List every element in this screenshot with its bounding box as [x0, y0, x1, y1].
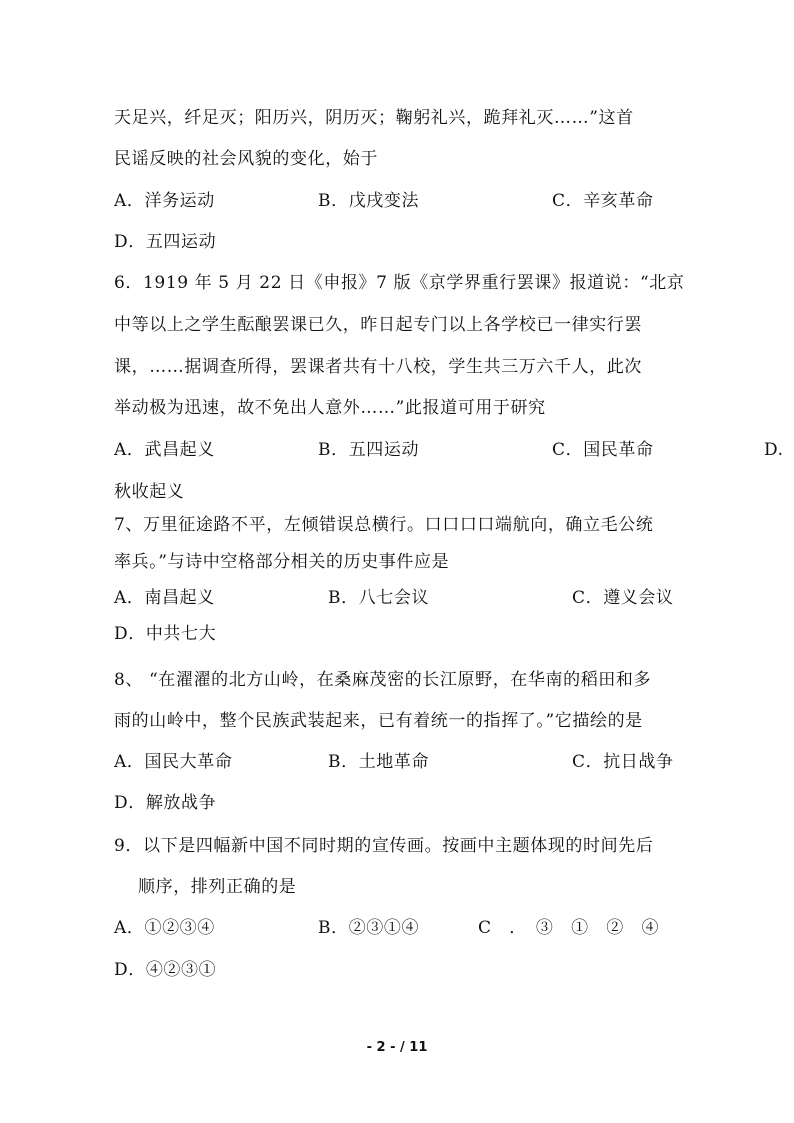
q5-stem-line-2: 民谣反映的社会风貌的变化，始于: [114, 149, 378, 169]
q8-stem-line-1: 8、 “在濯濯的北方山岭，在桑麻茂密的长江原野，在华南的稻田和多: [114, 670, 652, 690]
q5-option-d: D．五四运动: [114, 232, 217, 252]
page-number: - 2 - / 11: [366, 1040, 428, 1055]
q7-stem-line-1: 7、万里征途路不平，左倾错误总横行。口口口口端航向，确立毛公统: [114, 515, 654, 535]
q6-stem-line-3: 课，……据调查所得，罢课者共有十八校，学生共三万六千人，此次: [114, 357, 642, 377]
q8-option-a: A．国民大革命: [114, 752, 233, 772]
q8-option-d: D．解放战争: [114, 793, 217, 813]
q7-option-b: B．八七会议: [328, 588, 430, 608]
q9-option-c: C ． ③ ① ② ④: [478, 918, 660, 938]
q5-option-c: C．辛亥革命: [552, 191, 654, 211]
q7-option-d: D．中共七大: [114, 624, 217, 644]
q7-stem-line-2: 率兵。”与诗中空格部分相关的历史事件应是: [114, 552, 450, 572]
q6-option-b: B．五四运动: [318, 440, 420, 460]
q5-option-a: A．洋务运动: [114, 191, 215, 211]
q9-option-d: D．④②③①: [114, 960, 217, 980]
q6-option-d-text: 秋收起义: [114, 482, 185, 502]
q6-option-c: C．国民革命: [552, 440, 654, 460]
q6-stem-line-1: 6．1919 年 5 月 22 日《申报》7 版《京学界重行罢课》报道说：“北京: [114, 273, 685, 293]
q9-stem-line-2: 顺序，排列正确的是: [138, 877, 297, 897]
q9-option-b: B．②③①④: [318, 918, 420, 938]
q6-option-a: A．武昌起义: [114, 440, 215, 460]
q8-option-c: C．抗日战争: [572, 752, 674, 772]
q6-stem-line-2: 中等以上之学生酝酿罢课已久，昨日起专门以上各学校已一律实行罢: [114, 315, 642, 335]
q7-option-a: A．南昌起义: [114, 588, 215, 608]
q8-stem-line-2: 雨的山岭中，整个民族武装起来，已有着统一的指挥了。”它描绘的是: [114, 711, 643, 731]
q9-option-a: A．①②③④: [114, 918, 215, 938]
q5-option-b: B．戊戌变法: [318, 191, 420, 211]
q9-stem-line-1: 9．以下是四幅新中国不同时期的宣传画。按画中主题体现的时间先后: [114, 836, 654, 856]
q8-option-b: B．土地革命: [328, 752, 430, 772]
q7-option-c: C．遵义会议: [572, 588, 674, 608]
q6-option-d-letter: D.: [764, 440, 784, 460]
q6-stem-line-4: 举动极为迅速，故不免出人意外……”此报道可用于研究: [114, 398, 546, 418]
q5-stem-line-1: 天足兴，纤足灭；阳历兴，阴历灭；鞠躬礼兴，跪拜礼灭……”这首: [114, 108, 634, 128]
